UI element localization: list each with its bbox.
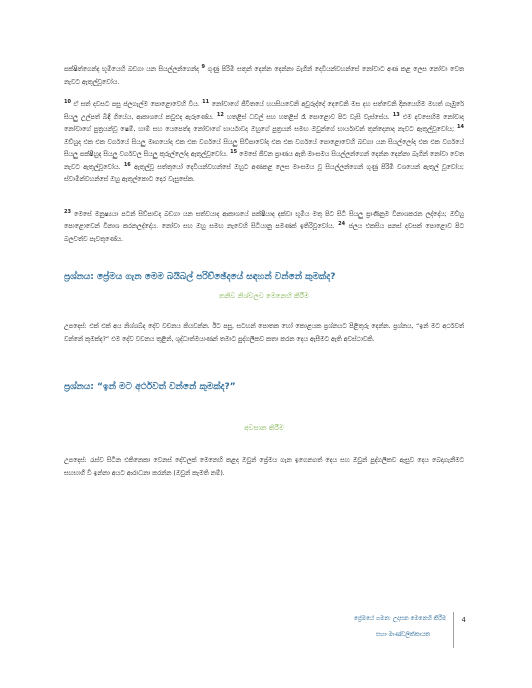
verse-text: ඒ සත් දවසට පසු ජලගැල්ම පොළොවෙහි විය. [73, 101, 200, 108]
verse-text: හතළිස් ධවල් සහ හතළිස් රෑ පොළොව පිට වැසි වැස්සේය. [226, 113, 390, 121]
page-footer [290, 612, 466, 648]
paragraph-text: පක්ෂිත්ගෙන්ද භූමියෙහි බඩගා යන සියල්ලන්ගෙන්ද [64, 66, 199, 73]
page-number: 4 [461, 616, 466, 624]
verse-number: 24 [338, 220, 346, 227]
section-title-closing: අවසාන කිරීම [244, 424, 284, 432]
document-page [64, 64, 464, 480]
instruction-paragraph-1: උපදෙස්: එක් එක් අය නිශ්ශබ්ද දේව වචනය කියවන්න. ඊට පසු, සටහන් පොතක හෝ කොළයක ප්‍රශ්නයට පිළිතුරු දෙන්න. ප්‍රශ්නය, “ඉන් මට අර්ථවත් වන්නේ කුමක්ද?” එම දේව වචනය තුළින්, ශුද්ධාත්මයාණන් තමාට පුද්ගලිකව කතා කරන දෙය ඇසීමට ඇති අවස්ථාවකි. [64, 323, 464, 343]
verse-number: 9 [201, 63, 206, 70]
footer-divider [453, 612, 454, 648]
question-heading-1: ප්‍රශ්නය: ප්‍රේමය ගැන මෙම බයිබල් පරිච්ඡේදයේ සඳහන් වන්නේ කුමක්ද? [64, 272, 336, 282]
verse-number: 14 [457, 123, 464, 130]
verse-text: මෙසේ ජීවන ප්‍රාණය ඇති මාංසමය සියල්ලන්ගෙන් දෙන්න දෙන්නා බැගින් නෝවා වෙත නැවට ඇතුල්වූවෝය. [64, 151, 464, 171]
verse-number: 15 [230, 148, 238, 155]
verse-text: ඔව්හුද එක එක වර්ගයේ සියලු මෘගයෝද එක එක වර්ගයේ සියලු සිව්පාවෝද එක එක වර්ගයේ පොළොවෙහි බඩගා යන සියල්ලෝද එක එක වර්ගයේ සියලු පක්ෂීහුද සියලු වර්ගවල සියලු කුරුල්ලෝද ඇතුල්වූවෝය. [64, 138, 464, 158]
verse-number: 13 [392, 111, 400, 118]
verse-number: 23 [64, 208, 71, 215]
verse-number: 16 [123, 161, 131, 168]
verse-text: නෝවාගේ ජීවිතයේ හයසියවෙනි අවුරුද්දේ දෙවෙනි මස දහ සත්වෙනි දිනයෙහිම මහත් ගැඹුරේ සියලු උල්පත් බිඳී ගියේය, ආකාශයේ කවුළුද ඇරුණේය. [64, 101, 464, 121]
section-title-silent-meditation: තනිව නිශ්චලව මෙනෙහි කිරීම [219, 292, 309, 300]
verse-number: 10 [64, 98, 71, 105]
instruction-paragraph-2: උපදෙස්: රැස්ව සිටින එකිනෙකා වෙනස් දේවලක් මෙනෙහි කළද ඔවුන් ප්‍රේමය ගැන ඉගෙනගත් දෙය සහ ඔවුන් පුද්ගලිකව ඇසුව දෙය බෙදාගැනීමට සහභාගී වී ඉන්නා අයට ආරාධනා කරන්න (ඔවුන් කැමති නම්). [64, 457, 464, 477]
scripture-paragraph-1 [64, 64, 464, 89]
verse-text: ජලය එකසිය පනස් දවසක් පොළොව පිට බලවත්ව පැවතුණේය. [64, 223, 464, 243]
verse-number: 11 [202, 98, 210, 105]
scripture-paragraph-2 [64, 99, 464, 187]
paragraph-text: ගුණු පිරිමි සතුන් දෙන්න දෙන්නා බැගින් දෙවියන්වහන්සේ නෝවාට අණ කළ ලෙස නෝවා වෙත නැවට ඇතුල්වූවෝය. [64, 66, 464, 86]
verse-text: මෙසේ මනුෂ්‍යයා පටන් සිව්පාවද බඩගා යන සත්වයාද ආකාශයේ පක්ෂීයාද දක්වා භූමිය මතු පිට සිටි සියලු ප්‍රාණිනුම විනාශකරන ලද්දෝය; ඔව්හු පොළොවෙන් විනාශ කරනලද්දෝය. නෝවා සහ ඔහු සමඟ නැවෙහි සිටියානු පමණක් ඉතිරිවූවෝය. [64, 210, 464, 230]
question-heading-2: ප්‍රශ්නය: “ඉන් මට අර්ථවත් වන්නේ කුමක්ද?” [64, 382, 236, 392]
verse-text: ඇතුල්වූ සත්තුයෝ දෙවියන්වහන්සේ ඔහුට අණකළ ලෙස මාංසමය වූ සියල්ලන්ගෙන් ගුණු පිරිමි වශයෙන් ඇතුල් වූවෝය; ස්වාමීන්වහන්සේ ඔහු ඇතුල්කොට දොර වැසුසේක. [64, 163, 464, 183]
verse-number: 12 [216, 111, 224, 118]
footer-title: ප්‍රේමයේ ගමන: උදාසන මෙනෙහි කිරීම [353, 616, 446, 622]
footer-subtitle: සහා මාණ්ඩලික්කායක [376, 632, 430, 638]
scripture-paragraph-3 [64, 209, 464, 247]
verse-text: එම දවසෙහිම නෝවාද නෝවාගේ පුත්‍රයන්වූ ෂෙම්, හාම් සහ යෙපෙත්ද නෝවාගේ භාර්යාවද ඔහුගේ පුත්‍රයන් සමඟ ඔවුන්ගේ භාර්යාවන් තුන්දෙනාද නැවට ඇතුල්වූවෝය; [64, 113, 464, 133]
